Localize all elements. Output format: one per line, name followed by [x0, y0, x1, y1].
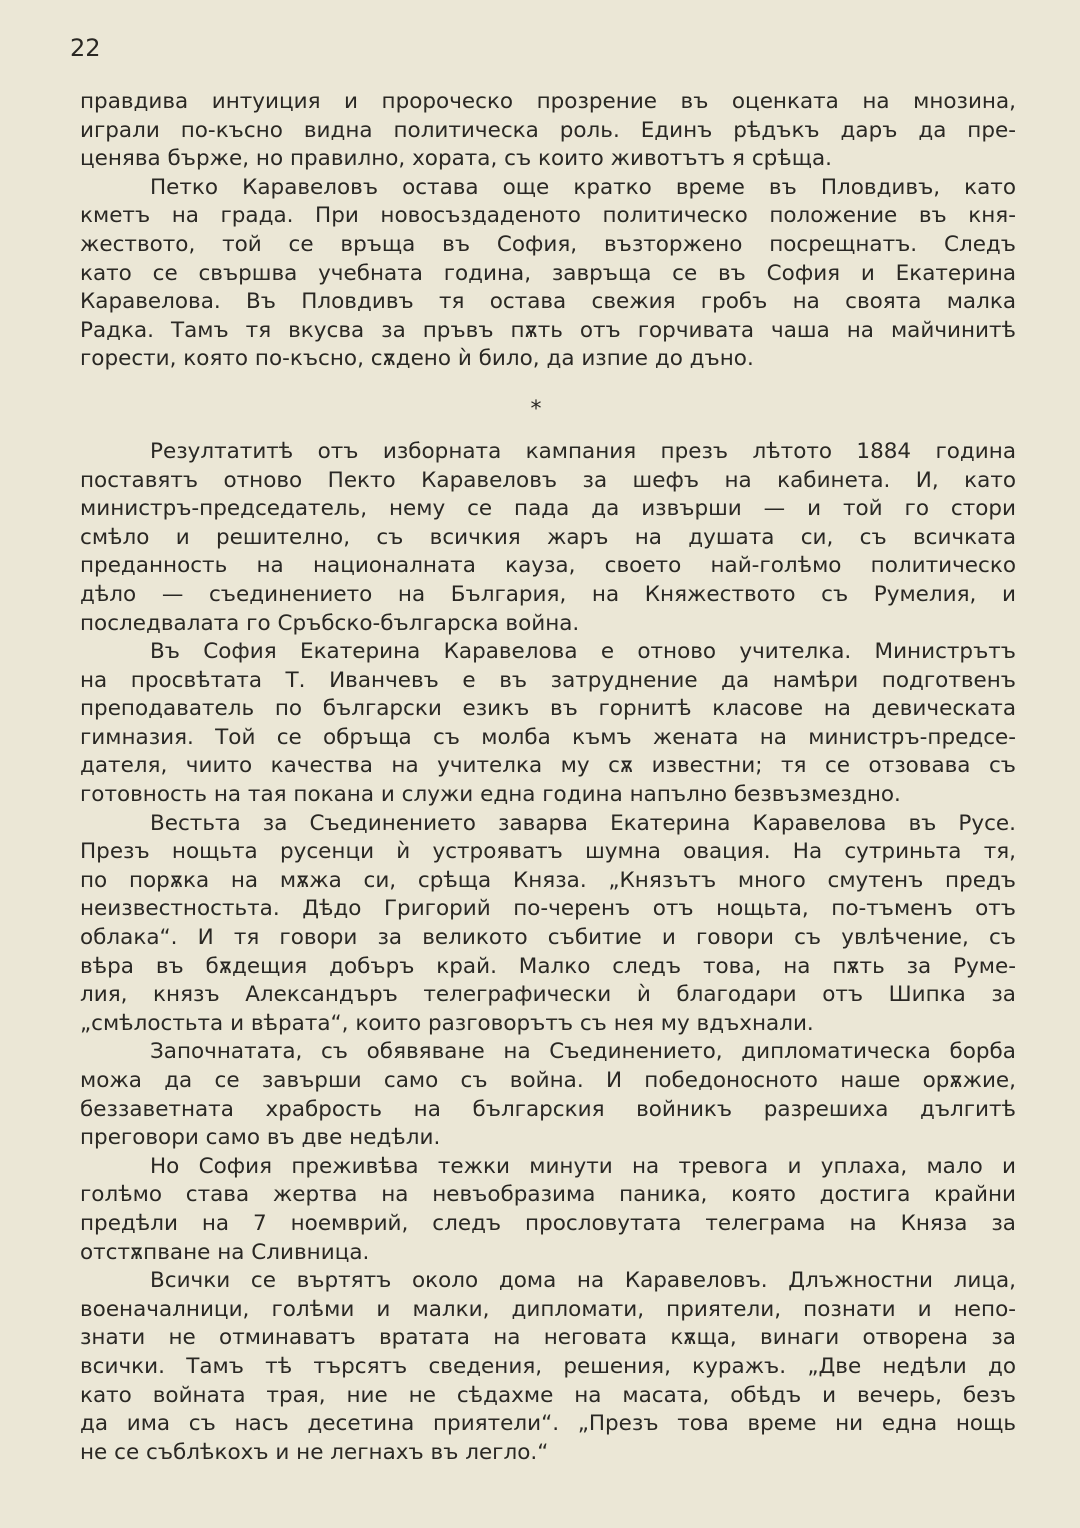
text-line: горести, която по-късно, сѫдено ѝ било, да изпие до дъно.	[80, 346, 754, 372]
section-separator: *	[530, 396, 542, 422]
text-line: да има съ насъ десетина приятели“. „Презъ това време ни една нощь	[80, 1411, 1016, 1437]
text-line: отстѫпване на Сливница.	[80, 1239, 370, 1265]
paragraph	[80, 638, 1016, 810]
text-line: преданность на националната кауза, своето най-голѣмо политическо	[80, 553, 1016, 579]
paragraph	[80, 1153, 1016, 1267]
paragraph	[80, 438, 1016, 638]
text-line: кметъ на града. При новосъздаденото политическо положение въ кня-	[80, 203, 1016, 229]
text-line: Резултатитѣ отъ изборната кампания презъ лѣтото 1884 година	[150, 438, 1016, 464]
text-line: дателя, чиито качества на учителка му сѫ известни; тя се отзовава съ	[80, 753, 1016, 779]
text-line: Презъ нощьта русенци ѝ устрояватъ шумна овация. На сутриньта тя,	[80, 839, 1016, 865]
paragraph	[80, 810, 1016, 1039]
paragraph	[80, 1038, 1016, 1152]
text-line: знати не отминаватъ вратата на неговата кѫща, винаги отворена за	[80, 1325, 1016, 1351]
text-line: Започнатата, съ обявяване на Съединението, дипломатическа борба	[150, 1039, 1016, 1065]
text-line: лия, князъ Александъръ телеграфически ѝ благодари отъ Шипка за	[80, 982, 1016, 1008]
text-line: вѣра въ бѫдещия добъръ край. Малко следъ това, на пѫть за Руме-	[80, 953, 1016, 979]
text-line: всички. Тамъ тѣ търсятъ сведения, решения, куражъ. „Две недѣли до	[80, 1353, 1016, 1379]
text-line: можа да се завърши само съ война. И победоносното наше орѫжие,	[80, 1068, 1016, 1093]
text-line: на просвѣтата Т. Иванчевъ е въ затруднение да намѣри подготвенъ	[80, 667, 1016, 693]
text-line: Въ София Екатерина Каравелова е отново учителка. Министрътъ	[150, 639, 1016, 665]
text-line: беззаветната храбрость на българския войникъ разрешиха дългитѣ	[80, 1096, 1016, 1122]
text-line: Но София преживѣва тежки минути на тревога и уплаха, мало и	[150, 1153, 1016, 1179]
text-line: не се съблѣкохъ и не легнахъ въ легло.“	[80, 1439, 549, 1465]
text-line: преподаватель по български езикъ въ горнитѣ класове на девическата	[80, 696, 1016, 722]
text-line: играли по-късно видна политическа роль. Единъ рѣдъкъ даръ да пре-	[80, 117, 1016, 143]
separator-gap	[80, 424, 1016, 438]
paragraph	[80, 88, 1016, 174]
text-line: Каравелова. Въ Пловдивъ тя остава свежия гробъ на своята малка	[80, 289, 1016, 315]
text-line: министръ-председатель, нему се пада да извърши — и той го стори	[80, 496, 1016, 522]
text-line: правдива интуиция и пророческо прозрение въ оценката на мнозина,	[80, 89, 1016, 114]
section-one	[80, 88, 1016, 374]
text-line: Всички се въртятъ около дома на Каравеловъ. Длъжностни лица,	[150, 1268, 1016, 1294]
paragraph	[80, 174, 1016, 374]
section-two	[80, 438, 1016, 1467]
text-line: Петко Каравеловъ остава още кратко време въ Пловдивъ, като	[150, 174, 1016, 200]
paragraph	[80, 1267, 1016, 1467]
text-line: „смѣлостьта и вѣрата“, които разговорътъ съ нея му вдъхнали.	[80, 1010, 814, 1036]
text-line: смѣло и решително, съ всичкия жаръ на душата си, съ всичката	[80, 524, 1016, 550]
text-line: като войната трая, ние не сѣдахме на масата, обѣдъ и вечерь, безъ	[80, 1382, 1016, 1408]
text-line: предѣли на 7 ноемврий, следъ прословутата телеграма на Княза за	[80, 1210, 1016, 1236]
text-line: голѣмо става жертва на невъобразима паника, която достига крайни	[80, 1182, 1016, 1208]
page-text	[80, 88, 1016, 1467]
text-line: Вестьта за Съединението заварва Екатерина Каравелова въ Русе.	[150, 810, 1016, 836]
text-line: поставятъ отново Пекто Каравеловъ за шефъ на кабинета. И, като	[80, 467, 1016, 493]
text-line: по порѫка на мѫжа си, срѣща Княза. „Князътъ много смутенъ предъ	[80, 867, 1016, 893]
text-line: гимназия. Той се обръща съ молба къмъ жената на министръ-предсе-	[80, 724, 1016, 750]
text-line: облака“. И тя говори за великото събитие и говори съ увлѣчение, съ	[80, 925, 1016, 951]
section-gap	[80, 374, 1016, 396]
text-line: преговори само въ две недѣли.	[80, 1125, 441, 1151]
text-line: готовность на тая покана и служи една година напълно безвъзмездно.	[80, 782, 901, 808]
text-line: дѣло — съединението на България, на Княжеството съ Румелия, и	[80, 581, 1016, 607]
text-line: Радка. Тамъ тя вкусва за пръвъ пѫть отъ горчивата чаша на майчинитѣ	[80, 317, 1016, 343]
text-line: ценява бърже, но правилно, хората, съ които животътъ я срѣща.	[80, 146, 832, 172]
text-line: като се свършва учебната година, завръща се въ София и Екатерина	[80, 260, 1016, 286]
text-line: неизвестностьта. Дѣдо Григорий по-черенъ отъ нощьта, по-тъменъ отъ	[80, 896, 1016, 922]
text-line: жеството, той се връща въ София, възторжено посрещнатъ. Следъ	[80, 231, 1016, 257]
page-number: 22	[70, 34, 101, 62]
text-line: последвалата го Сръбско-българска война.	[80, 610, 580, 636]
text-line: военачалници, голѣми и малки, дипломати, приятели, познати и непо-	[80, 1296, 1016, 1322]
